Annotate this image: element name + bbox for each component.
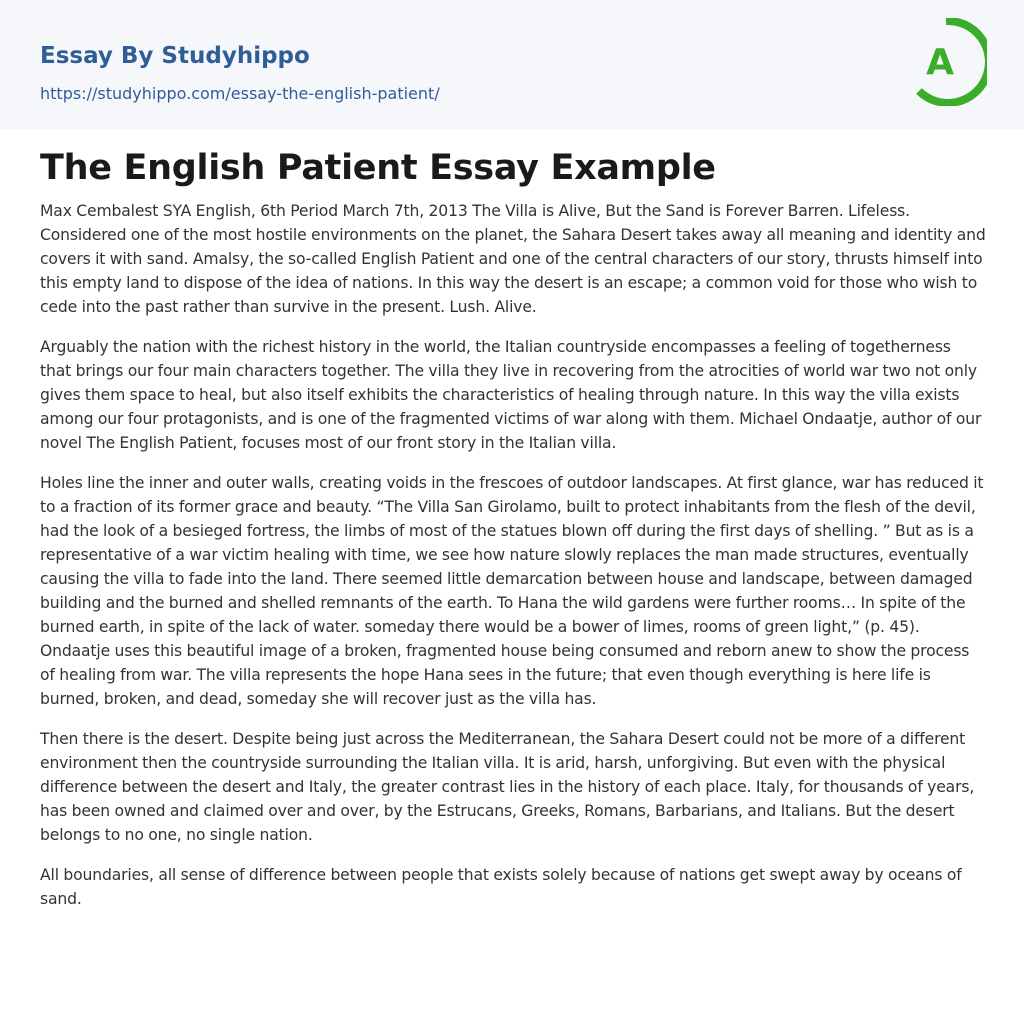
- studyhippo-logo-icon[interactable]: [913, 18, 987, 106]
- site-header: [0, 0, 1024, 129]
- page-title: The English Patient Essay Example: [40, 148, 716, 188]
- article-paragraph: Holes line the inner and outer walls, creating voids in the frescoes of outdoor landscapes. At first glance, war has reduced it to a fraction of its former grace and beauty. “The Villa San Girolamo, built to protect inhabitants from the flesh of the devil, had the look of a besieged fortress, the limbs of most of the statues blown off during the first days of shelling. ” But as is a representative of a war victim healing with time, we see how nature slowly replaces the man made structures, eventually causing the villa to fade into the land. There seemed little demarcation between house and landscape, between damaged building and the burned and shelled remnants of the earth. To Hana the wild gardens were further rooms… In spite of the burned earth, in spite of the lack of water. someday there would be a bower of limes, rooms of green light,” (p. 45). Ondaatje uses this beautiful image of a broken, fragmented house being consumed and reborn anew to show the process of healing from war. The villa represents the hope Hana sees in the future; that even though everything is here life is burned, broken, and dead, someday she will recover just as the villa has.: [40, 474, 984, 708]
- article: [40, 145, 986, 927]
- article-paragraph: Arguably the nation with the richest history in the world, the Italian countryside encompasses a feeling of togetherness that brings our four main characters together. The villa they live in recovering from the atrocities of world war two not only gives them space to heal, but also itself exhibits the characteristics of healing through nature. In this way the villa exists among our four protagonists, and is one of the fragmented victims of war along with them. Michael Ondaatje, author of our novel The English Patient, focuses most of our front story in the Italian villa.: [40, 338, 982, 452]
- article-paragraph: All boundaries, all sense of difference between people that exists solely because of nations get swept away by oceans of sand.: [40, 866, 962, 908]
- article-paragraph: Then there is the desert. Despite being just across the Mediterranean, the Sahara Desert could not be more of a different environment then the countryside surrounding the Italian villa. It is arid, harsh, unforgiving. But even with the physical difference between the desert and Italy, the greater contrast lies in the history of each place. Italy, for thousands of years, has been owned and claimed over and over, by the Estrucans, Greeks, Romans, Barbarians, and Italians. But the desert belongs to no one, no single nation.: [40, 730, 975, 844]
- essay-url-link[interactable]: https://studyhippo.com/essay-the-english-patient/: [40, 84, 440, 103]
- logo-letter: A: [926, 42, 954, 83]
- article-paragraph: Max Cembalest SYA English, 6th Period March 7th, 2013 The Villa is Alive, But the Sand is Forever Barren. Lifeless. Considered one of the most hostile environments on the planet, the Sahara Desert takes away all meaning and identity and covers it with sand. Amalsy, the so-called English Patient and one of the central characters of our story, thrusts himself into this empty land to dispose of the idea of nations. In this way the desert is an escape; a common void for those who wish to cede into the past rather than survive in the present. Lush. Alive.: [40, 202, 986, 316]
- site-brand[interactable]: Essay By Studyhippo: [40, 43, 310, 69]
